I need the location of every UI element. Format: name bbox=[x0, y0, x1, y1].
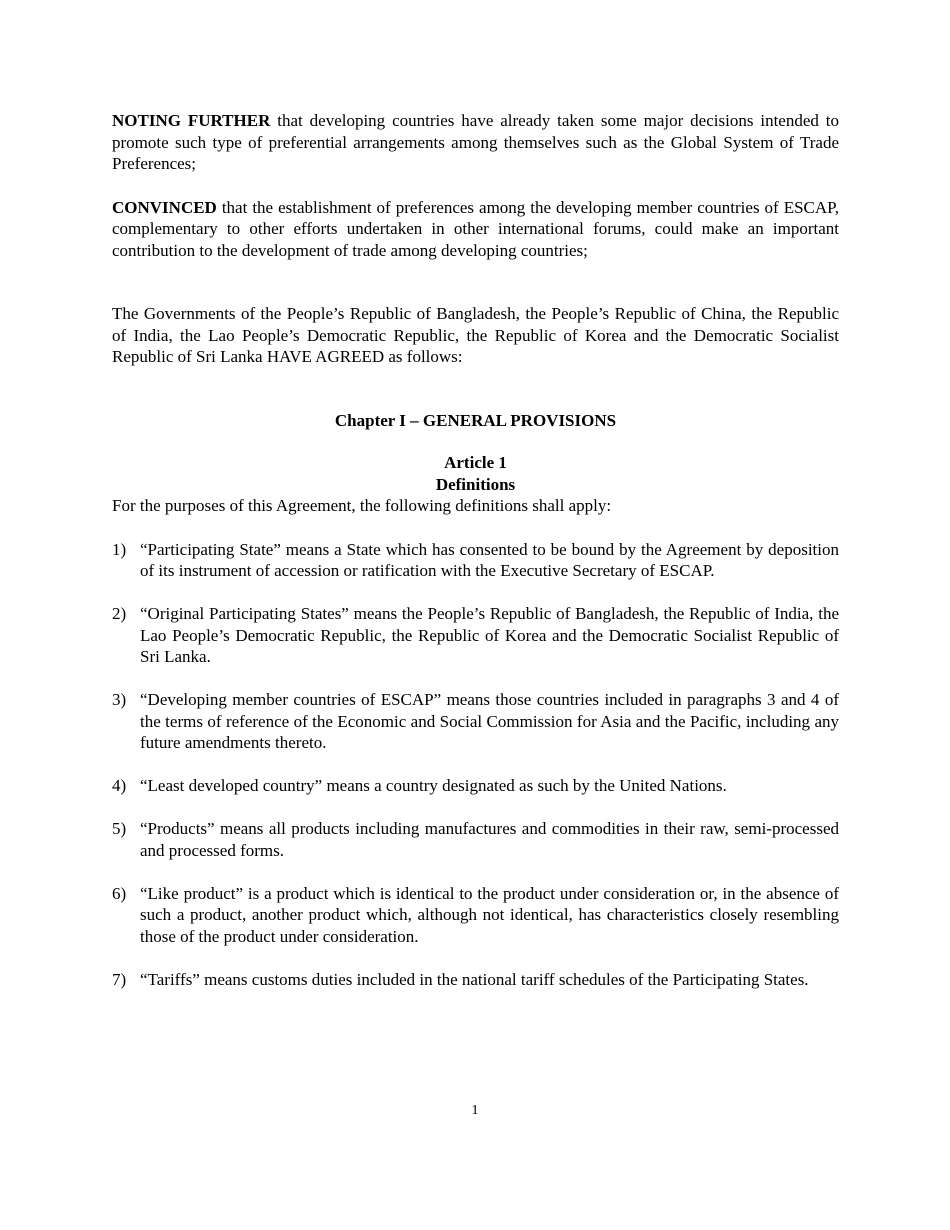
preamble-lead: NOTING FURTHER bbox=[112, 111, 271, 130]
chapter-title: Chapter I – GENERAL PROVISIONS bbox=[334, 410, 617, 430]
preamble-text: that the establishment of preferences among the developing member countries of ESCAP, complementary to other efforts undertaken in other international forums, could make an important contribution to the development of trade among developing countries; bbox=[112, 197, 839, 260]
definition-number: 4) bbox=[112, 776, 127, 795]
definitions-list bbox=[112, 539, 839, 991]
agreement-paragraph: The Governments of the People’s Republic of Bangladesh, the People’s Republic of China, the Republic of India, the Lao People’s Democratic Republic, the Republic of Korea and the Democratic Socialist Republic of Sri Lanka HAVE AGREED as follows: bbox=[112, 304, 839, 366]
definition-number: 7) bbox=[112, 969, 127, 989]
definition-text: “Products” means all products including manufactures and commodities in their raw, semi-processed and processed forms. bbox=[140, 819, 839, 860]
definition-text: “Developing member countries of ESCAP” means those countries included in paragraphs 3 and 4 of the terms of reference of the Economic and Social Commission for Asia and the Pacific, including any future amendments thereto. bbox=[140, 690, 839, 752]
article-intro: For the purposes of this Agreement, the following definitions shall apply: bbox=[112, 496, 612, 515]
article-subtitle: Definitions bbox=[435, 474, 516, 494]
definition-item bbox=[112, 689, 839, 754]
definition-number: 2) bbox=[112, 604, 127, 623]
article-title: Article 1 bbox=[444, 453, 507, 472]
definition-text: “Original Participating States” means the People’s Republic of Bangladesh, the Republic of India, the Lao People’s Democratic Republic, the Republic of Korea and the Democratic Socialist Republic of Sri Lanka. bbox=[140, 604, 839, 666]
preamble-convinced bbox=[112, 197, 839, 262]
definition-item bbox=[112, 603, 839, 668]
page-number: 1 bbox=[471, 1103, 479, 1118]
definition-item bbox=[112, 883, 839, 948]
definition-number: 1) bbox=[112, 539, 127, 559]
definition-number: 6) bbox=[112, 883, 127, 903]
preamble-lead: CONVINCED bbox=[112, 197, 217, 217]
definition-text: “Tariffs” means customs duties included in the national tariff schedules of the Participating States. bbox=[140, 969, 809, 989]
definition-number: 5) bbox=[112, 819, 127, 838]
definition-item bbox=[112, 818, 839, 861]
definition-text: “Like product” is a product which is identical to the product under consideration or, in the absence of such a product, another product which, although not identical, has characteristics closely resembling those of the product under consideration. bbox=[140, 883, 839, 946]
definition-text: “Participating State” means a State which has consented to be bound by the Agreement by deposition of its instrument of accession or ratification with the Executive Secretary of ESCAP. bbox=[140, 539, 839, 580]
definition-text: “Least developed country” means a country designated as such by the United Nations. bbox=[140, 776, 727, 795]
definition-item bbox=[112, 775, 839, 797]
definition-item bbox=[112, 539, 839, 582]
preamble-text: that developing countries have already taken some major decisions intended to promote such type of preferential arrangements among themselves such as the Global System of Trade Preferences; bbox=[112, 111, 839, 173]
definition-number: 3) bbox=[112, 690, 127, 709]
definition-item bbox=[112, 969, 839, 991]
preamble-noting-further bbox=[112, 110, 839, 175]
page-content bbox=[112, 110, 839, 1012]
